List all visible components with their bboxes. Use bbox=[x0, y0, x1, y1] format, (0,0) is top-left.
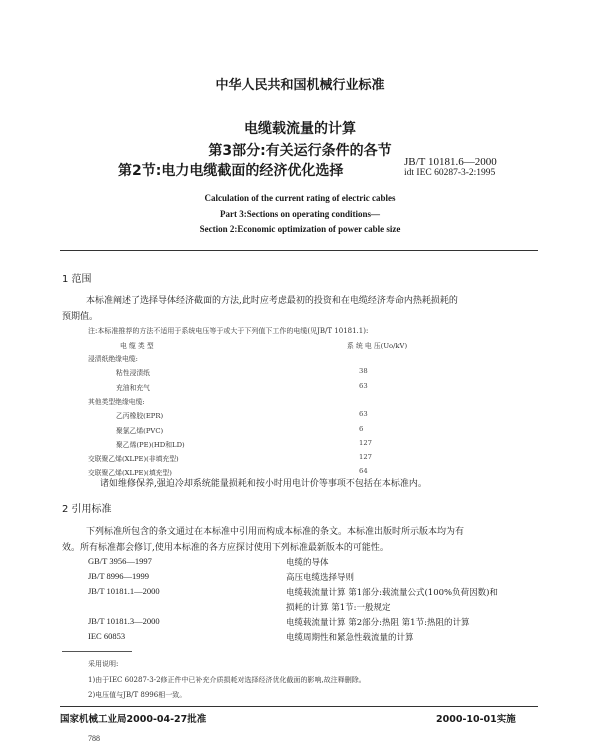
reference-code: GB/T 3956—1997 bbox=[88, 556, 152, 566]
voltage-row-label: 乙丙橡胶(EPR) bbox=[116, 412, 164, 420]
notes-divider bbox=[62, 651, 132, 652]
voltage-row-label: 交联聚乙烯(XLPE)(非填充型) bbox=[88, 455, 179, 463]
footer-divider bbox=[60, 706, 538, 707]
standard-org-title: 中华人民共和国机械行业标准 bbox=[215, 78, 385, 93]
adoption-heading: 采用说明: bbox=[88, 660, 119, 668]
voltage-row-label: 其他类型绝缘电缆: bbox=[88, 398, 145, 406]
reference-code: IEC 60853 bbox=[88, 631, 126, 641]
voltage-row-value: 64 bbox=[359, 467, 368, 475]
reference-title: 电缆周期性和紧急性载流量的计算 bbox=[286, 633, 414, 643]
reference-code: JB/T 10181.3—2000 bbox=[88, 616, 160, 626]
effective-date: 2000-10-01实施 bbox=[436, 714, 516, 725]
adoption-note-1: 1)由于IEC 60287-3-2修正件中已补充介质损耗对选择经济优化截面的影响,故注释删除。 bbox=[88, 676, 366, 684]
title-line-3: 第2节:电力电缆截面的经济优化选择 bbox=[118, 163, 344, 179]
voltage-row-value: 127 bbox=[359, 439, 372, 447]
section-1-heading: 1 范围 bbox=[62, 274, 92, 285]
section-1-para-line-1: 本标准阐述了选择导体经济截面的方法,此时应考虑最初的投资和在电缆经济寿命内热耗损耗的 bbox=[86, 296, 458, 306]
title-line-1: 电缆载流量的计算 bbox=[244, 121, 356, 137]
reference-code: JB/T 8996—1999 bbox=[88, 571, 150, 581]
section-1-tail: 诸如维修保养,强迫冷却系统能量损耗和按小时用电计价等事项不包括在本标准内。 bbox=[100, 479, 427, 489]
column-header-type: 电 缆 类 型 bbox=[120, 342, 154, 350]
page-number: 788 bbox=[88, 734, 100, 743]
english-title-3: Section 2:Economic optimization of power cable size bbox=[199, 224, 401, 234]
idt-code: idt IEC 60287-3-2:1995 bbox=[404, 168, 496, 178]
section-1-note: 注:本标准推荐的方法不适用于系统电压等于或大于下列值下工作的电缆(见JB/T 10181.1): bbox=[88, 327, 369, 335]
header-divider bbox=[60, 250, 538, 251]
reference-title-continued: 损耗的计算 第1节:一般规定 bbox=[286, 603, 391, 613]
voltage-row-label: 聚乙烯(PE)(HD和LD) bbox=[116, 441, 185, 449]
title-line-2: 第3部分:有关运行条件的各节 bbox=[208, 143, 392, 159]
section-1-para-line-2: 预期值。 bbox=[62, 312, 99, 322]
reference-title: 电缆载流量计算 第1部分:载流量公式(100%负荷因数)和 bbox=[286, 588, 498, 598]
column-header-voltage: 系 统 电 压(Uo/kV) bbox=[347, 342, 408, 350]
section-2-para-line-2: 效。所有标准都会修订,使用本标准的各方应探讨使用下列标准最新版本的可能性。 bbox=[62, 543, 389, 553]
adoption-note-2: 2)电压值与JB/T 8996相一致。 bbox=[88, 691, 187, 699]
reference-title: 高压电缆选择导则 bbox=[286, 573, 355, 583]
english-title-2: Part 3:Sections on operating conditions— bbox=[219, 209, 380, 219]
voltage-row-label: 浸渍纸绝缘电缆: bbox=[88, 355, 138, 363]
voltage-row-value: 38 bbox=[359, 367, 368, 375]
approval-date: 国家机械工业局2000-04-27批准 bbox=[60, 714, 207, 725]
voltage-row-label: 交联聚乙烯(XLPE)(填充型) bbox=[88, 469, 172, 477]
standard-code: JB/T 10181.6—2000 bbox=[404, 156, 497, 168]
section-2-heading: 2 引用标准 bbox=[62, 504, 112, 515]
voltage-row-value: 63 bbox=[359, 382, 368, 390]
section-2-para-line-1: 下列标准所包含的条文通过在本标准中引用而构成本标准的条文。本标准出版时所示版本均为有 bbox=[86, 527, 465, 537]
voltage-row-label: 充油和充气 bbox=[116, 384, 150, 392]
reference-title: 电缆载流量计算 第2部分:热阻 第1节:热阻的计算 bbox=[286, 618, 470, 628]
english-title-1: Calculation of the current rating of electric cables bbox=[204, 193, 396, 203]
voltage-row-label: 粘性浸渍纸 bbox=[116, 369, 150, 377]
voltage-row-value: 127 bbox=[359, 453, 372, 461]
voltage-row-value: 6 bbox=[359, 425, 364, 433]
reference-title: 电缆的导体 bbox=[286, 558, 329, 568]
voltage-row-label: 聚氯乙烯(PVC) bbox=[116, 427, 164, 435]
voltage-row-value: 63 bbox=[359, 410, 368, 418]
reference-code: JB/T 10181.1—2000 bbox=[88, 586, 160, 596]
